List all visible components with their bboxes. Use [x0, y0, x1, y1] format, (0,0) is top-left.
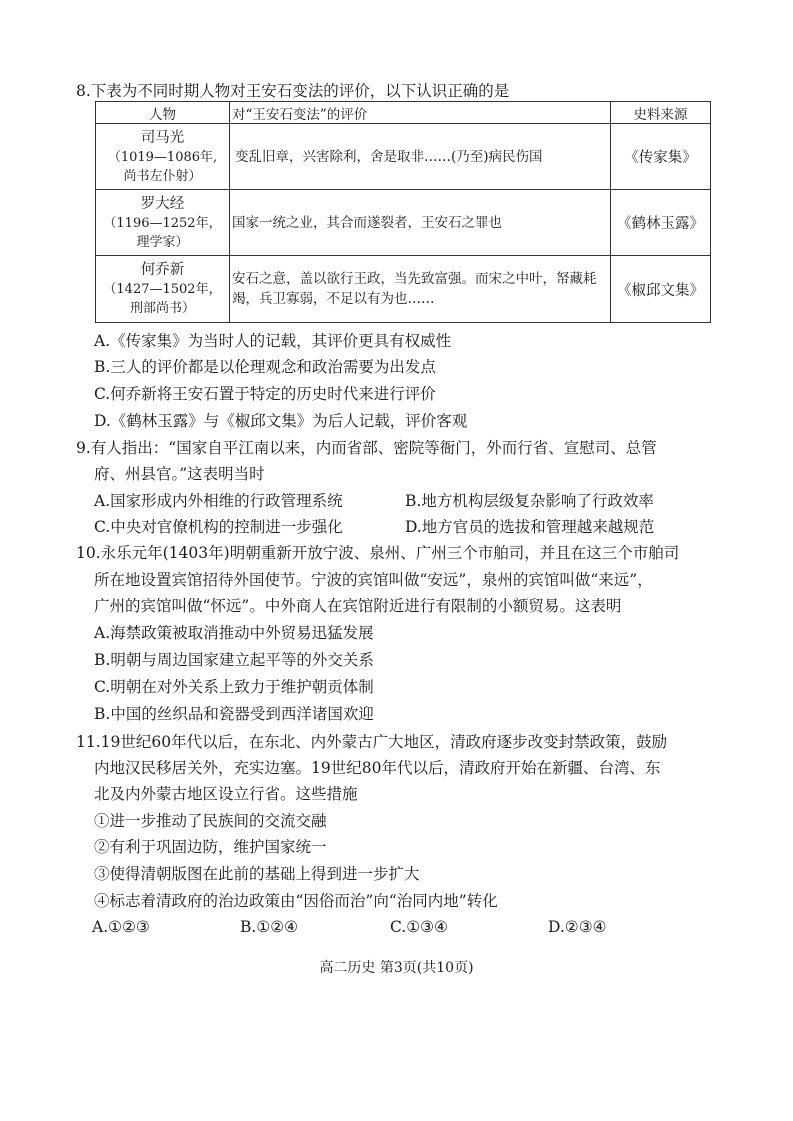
- q8-stem: 8.下表为不同时期人物对王安石变法的评价，以下认识正确的是: [76, 82, 510, 100]
- q8-option-c: C.何乔新将王安石置于特定的历史时代来进行评价: [94, 385, 436, 403]
- q10-option-d: B.中国的丝织品和瓷器受到西洋诸国欢迎: [94, 705, 374, 723]
- evaluation-cell: [230, 256, 611, 323]
- person-name: 司马光: [140, 129, 185, 146]
- person-name: 何乔新: [140, 262, 185, 278]
- table-row: [96, 190, 711, 256]
- q11-stem-line: 北及内外蒙古地区设立行省。这些措施: [94, 785, 358, 803]
- q8-evaluation-table: [95, 101, 711, 323]
- header-evaluation: 对“王安石变法”的评价: [230, 102, 611, 124]
- q11-stem-line: 11.19世纪60年代以后，在东北、内外蒙古广大地区，清政府逐步改变封禁政策，鼓励: [76, 733, 668, 751]
- evaluation-text: 变乱旧章，兴害除利，舍是取非……(乃至)病民伤国: [235, 148, 543, 165]
- table-row: [96, 256, 711, 323]
- q9-option-c: C.中央对官僚机构的控制进一步强化: [94, 518, 343, 536]
- evaluation-text: 安石之意，盖以欲行王政，当先致富强。而宋之中叶，帑藏耗竭，兵卫寡弱，不足以有为也……: [232, 271, 597, 307]
- q11-option-a: A.①②③: [92, 918, 150, 936]
- q8-option-d: D.《鹤林玉露》与《椒邱文集》为后人记载，评价客观: [94, 412, 468, 430]
- q9-option-b: B.地方机构层级复杂影响了行政效率: [405, 492, 654, 510]
- header-source: 史料来源: [611, 102, 711, 124]
- person-name: 罗大经: [140, 195, 185, 212]
- person-cell: [96, 190, 230, 256]
- q11-option-c: C.①③④: [390, 918, 448, 936]
- source-cell: 《传家集》: [611, 124, 711, 190]
- q10-option-a: A.海禁政策被取消推动中外贸易迅猛发展: [94, 624, 374, 642]
- person-note: 刑部尚书）: [129, 301, 195, 316]
- person-cell: [96, 256, 230, 323]
- q9-option-d: D.地方官员的选拔和管理越来越规范: [405, 518, 655, 536]
- q10-stem-line: 10.永乐元年(1403年)明朝重新开放宁波、泉州、广州三个市舶司，并且在这三个市舶司: [76, 544, 680, 562]
- person-note: （1019—1086年,: [107, 149, 218, 165]
- evaluation-text: 国家一统之业，其合而遂裂者，王安石之罪也: [232, 214, 502, 231]
- source-cell: 《鹤林玉露》: [611, 190, 711, 256]
- person-cell: [96, 124, 230, 190]
- q8-option-b: B.三人的评价都是以伦理观念和政治需要为出发点: [94, 358, 436, 376]
- person-note: （1196—1252年，: [103, 215, 222, 231]
- person-note: 尚书左仆射）: [123, 168, 202, 184]
- q9-option-a: A.国家形成内外相维的行政管理系统: [94, 492, 343, 510]
- header-person: 人物: [96, 102, 230, 124]
- q11-item-2: ②有利于巩固边防，维护国家统一: [94, 838, 327, 856]
- q11-stem-line: 内地汉民移居关外，充实边塞。19世纪80年代以后，清政府开始在新疆、台湾、东: [94, 759, 661, 777]
- q11-item-1: ①进一步推动了民族间的交流交融: [94, 812, 327, 830]
- q11-item-4: ④标志着清政府的治边政策由“因俗而治”向“治同内地”转化: [94, 892, 498, 910]
- source-cell: 《椒邱文集》: [611, 256, 711, 323]
- q11-option-b: B.①②④: [240, 918, 299, 936]
- q10-option-c: C.明朝在对外关系上致力于维护朝贡体制: [94, 678, 374, 696]
- table-header-row: [96, 102, 711, 124]
- evaluation-cell: [230, 190, 611, 256]
- q9-stem-line: 9.有人指出：“国家自平江南以来，内而省部、密院等衙门，外而行省、宣慰司、总管: [76, 439, 657, 457]
- q10-stem-line: 广州的宾馆叫做“怀远”。中外商人在宾馆附近进行有限制的小额贸易。这表明: [94, 597, 622, 615]
- person-note: （1427—1502年，: [103, 282, 222, 297]
- q10-stem-line: 所在地设置宾馆招待外国使节。宁波的宾馆叫做“安远”，泉州的宾馆叫做“来远”，: [94, 571, 653, 589]
- page-footer: 高二历史 第3页(共10页): [319, 960, 474, 976]
- person-note: 理学家）: [136, 234, 189, 250]
- table-row: [96, 124, 711, 190]
- q10-option-b: B.明朝与周边国家建立起平等的外交关系: [94, 651, 374, 669]
- q11-option-d: D.②③④: [548, 918, 607, 936]
- evaluation-cell: [230, 124, 611, 190]
- q8-option-a: A.《传家集》为当时人的记载，其评价更具有权威性: [94, 332, 452, 350]
- q9-stem-line: 府、州县官。”这表明当时: [94, 465, 265, 483]
- q11-item-3: ③使得清朝版图在此前的基础上得到进一步扩大: [94, 865, 420, 883]
